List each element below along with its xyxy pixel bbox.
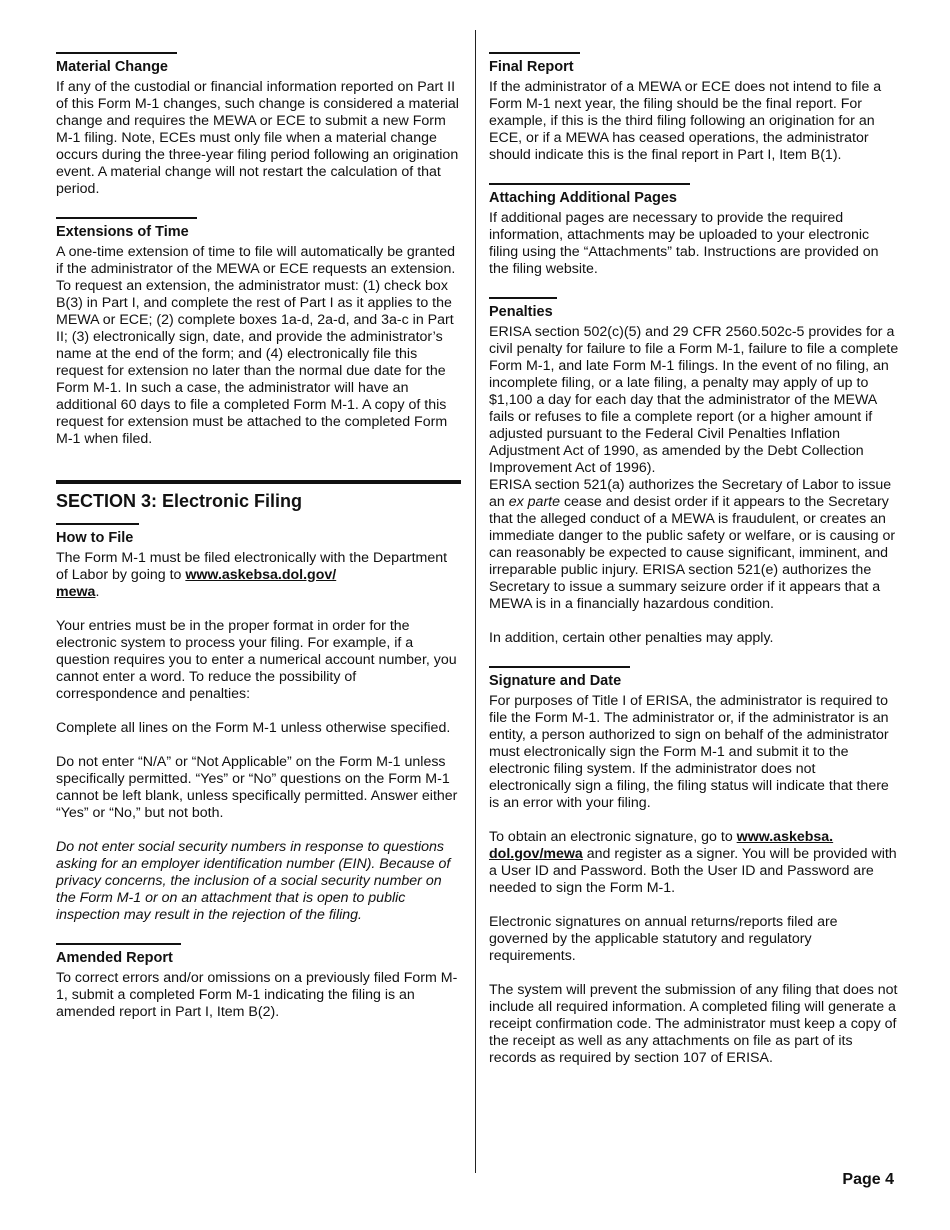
signature-body4: The system will prevent the submission of any filing that does not include all required information. A completed filing will generate a receipt confirmation code. The administrator must keep a copy of the receipt as well as any attachments on file as part of its records as required by section 107 of ERISA. <box>489 982 898 1066</box>
extensions-heading: Extensions of Time <box>56 224 189 240</box>
heading-rule <box>56 943 181 945</box>
page-number: Page 4 <box>842 1171 894 1188</box>
penalties-body2: ERISA section 521(a) authorizes the Secretary of Labor to issue an ex parte cease and desist order if it appears to the Secretary that the alleged conduct of a MEWA is fraudulent, or creates an immediate danger to the public safety or welfare, or is causing or can reasonably be expected to cause significant, imminent, and irreparable public injury. ERISA section 521(e) authorizes the Secretary to issue a summary seizure order if it appears that a MEWA is in a financially hazardous condition. <box>489 477 896 612</box>
how-to-file-heading: How to File <box>56 530 134 546</box>
signature-body1: For purposes of Title I of ERISA, the administrator is required to file the Form M-1. The administrator or, if the administrator is an entity, a person authorized to sign on behalf of the administrator must electronically sign the Form M-1 and submit it to the electronic filing system. If the administrator does not electronically sign a filing, the filing status will indicate that there is an error with your filing. <box>489 693 889 811</box>
heading-rule <box>489 297 557 299</box>
heading-rule <box>489 183 690 185</box>
how-to-file-para4: Do not enter “N/A” or “Not Applicable” on the Form M-1 unless specifically permitted. “Yes” or “No” questions on the Form M-1 cannot be left blank, unless specifically permitted. Answer either “Yes” or “No,” but not both. <box>56 754 458 821</box>
penalties-body3: In addition, certain other penalties may apply. <box>489 630 774 646</box>
heading-rule <box>489 52 580 54</box>
askebsa-signer-link-cont[interactable]: dol.gov/mewa <box>489 846 583 862</box>
signature-body3: Electronic signatures on annual returns/reports filed are governed by the applicable statutory and regulatory requirements. <box>489 914 838 964</box>
material-change-heading: Material Change <box>56 59 168 75</box>
heading-rule <box>489 666 630 668</box>
penalties-body1: ERISA section 502(c)(5) and 29 CFR 2560.502c-5 provides for a civil penalty for failure to file a Form M-1, failure to file a complete Form M-1, and late Form M-1 filings. In the event of no filing, an incomplete filing, or a late filing, a penalty may apply of up to $1,100 a day for each day that the administrator of the MEWA fails or refuses to file a complete report (or a higher amount if adjusted pursuant to the Federal Civil Penalties Inflation Adjustment Act of 1990, as amended by the Debt Collection Improvement Act of 1996). <box>489 324 899 476</box>
extensions-body: A one-time extension of time to file will automatically be granted if the administrator of the MEWA or ECE requests an extension. To request an extension, the administrator must: (1) check box B(3) in Part I, and complete the rest of Part I as it applies to the MEWA or ECE; (2) complete boxes 1a-d, 2a-d, and 3a-c in Part II; (3) electronically sign, date, and provide the administrator’s name at the end of the form; and (4) electronically file this request for extension no later than the normal due date for the Form M-1. In such a case, the administrator will have an additional 60 days to file a completed Form M-1. A copy of this request for extension must be attached to the completed Form M-1 when filed. <box>56 244 456 447</box>
left-column <box>56 52 460 1021</box>
how-to-file-body: The Form M-1 must be filed electronically with the Department of Labor by going to www.askebsa.dol.gov/ mewa. <box>56 550 448 600</box>
askebsa-link[interactable]: www.askebsa.dol.gov/ <box>185 567 337 583</box>
column-divider <box>475 30 476 1173</box>
section-rule <box>56 480 461 484</box>
attaching-body: If additional pages are necessary to provide the required information, attachments may be uploaded to your electronic filing using the “Attachments” tab. Instructions are provided on the filing website. <box>489 210 879 277</box>
final-report-body: If the administrator of a MEWA or ECE does not intend to file a Form M-1 next year, the filing should be the final report. For example, if this is the third filing following an origination for an ECE, or if a MEWA has ceased operations, the administrator should indicate this is the final report in Part I, Item B(1). <box>489 79 882 163</box>
amended-body: To correct errors and/or omissions on a previously filed Form M-1, submit a completed Form M-1 indicating the filing is an amended report in Part I, Item B(2). <box>56 970 458 1020</box>
askebsa-signer-link[interactable]: www.askebsa. <box>736 829 834 845</box>
right-column <box>489 52 899 1067</box>
heading-rule <box>56 523 139 525</box>
attaching-heading: Attaching Additional Pages <box>489 190 677 206</box>
signature-body2: To obtain an electronic signature, go to www.askebsa. dol.gov/mewa and register as a signer. You will be provided with a User ID and Password. Both the User ID and Password are needed to sign the Form M-1. <box>489 829 897 896</box>
heading-rule <box>56 217 197 219</box>
section3-title: SECTION 3: Electronic Filing <box>56 491 303 511</box>
final-report-heading: Final Report <box>489 59 574 75</box>
amended-heading: Amended Report <box>56 950 173 966</box>
how-to-file-para3: Complete all lines on the Form M-1 unless otherwise specified. <box>56 720 451 736</box>
askebsa-link-cont[interactable]: mewa <box>56 584 96 600</box>
material-change-body: If any of the custodial or financial information reported on Part II of this Form M-1 changes, such change is considered a material change and requires the MEWA or ECE to submit a new Form M-1 filing. Note, ECEs must only file when a material change occurs during the three-year filing period following an origination event. A material change will not restart the calculation of that period. <box>56 79 459 197</box>
how-to-file-para2: Your entries must be in the proper format in order for the electronic system to process your filing. For example, if a question requires you to enter a numerical account number, you cannot enter a word. To reduce the possibility of correspondence and penalties: <box>56 618 457 702</box>
how-to-file-para5: Do not enter social security numbers in response to questions asking for an employer identification number (EIN). Because of privacy concerns, the inclusion of a social security number on the Form M-1 or on an attachment that is open to public inspection may result in the rejection of the filing. <box>56 839 451 923</box>
penalties-heading: Penalties <box>489 304 553 320</box>
heading-rule <box>56 52 177 54</box>
signature-heading: Signature and Date <box>489 673 622 689</box>
